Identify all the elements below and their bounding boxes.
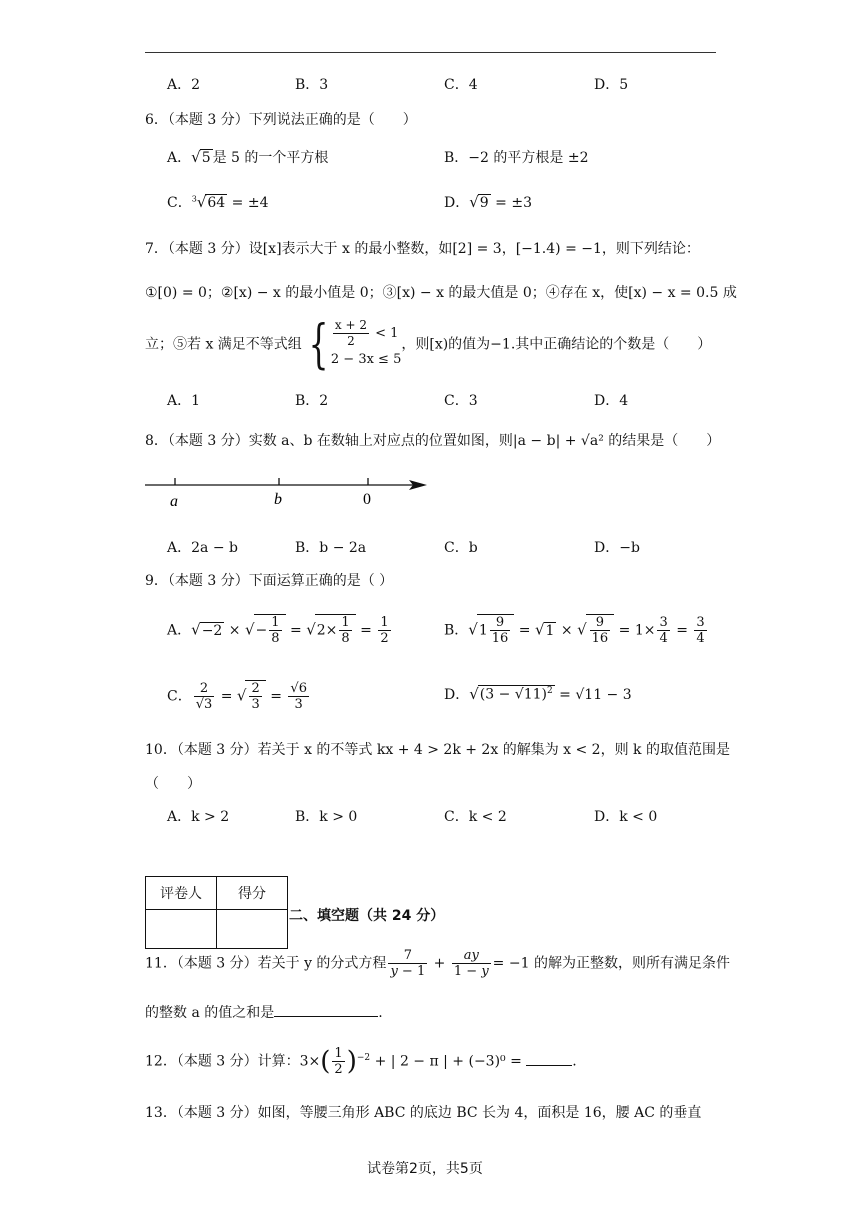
q6-a-label: A． [167, 150, 192, 166]
q6-option-b [444, 147, 588, 167]
q7-option-b: B．2 [295, 393, 329, 409]
q9-stem: 9．（本题 3 分）下面运算正确的是（ ） [145, 573, 394, 589]
q9-a-label: A． [167, 622, 192, 639]
q11-post: = −1 的解为正整数，则所有满足条件 [492, 955, 730, 972]
q12-answer-blank[interactable] [526, 1051, 572, 1066]
q12-pre: 12．（本题 3 分）计算：3× [145, 1053, 321, 1070]
q6-stem: 6．（本题 3 分）下列说法正确的是（ ） [145, 112, 417, 128]
q9-option-a: A．√−2 × √− $\frac{1}{8}$ = √2× $\frac{1}{8}$ = $\frac{1}{2}$ [167, 615, 389, 646]
q9-option-d: D．$√(3 - √11)^2 = √11 - 3$ [444, 685, 632, 703]
q10-option-b: B．k > 0 [295, 809, 358, 825]
q6-c-text: = ±4 [231, 195, 269, 211]
q7-line3-pre: 立；⑤若 x 满足不等式组 [145, 336, 302, 353]
q6-c-label: C． [167, 195, 192, 211]
q12-line: 12．（本题 3 分）计算：3×( $\frac{1}{2}$ )$^{-2}$ + | 2 − π | + (−3)⁰ = . [145, 1046, 577, 1077]
q6-d-text: = ±3 [495, 195, 532, 211]
label-0: 0 [363, 491, 371, 508]
q6-option-c: C．$^3$√64 = ±4 [167, 193, 269, 211]
q7-option-a: A．1 [167, 393, 201, 409]
section-2-title: 二、填空题（共 24 分） [289, 908, 445, 924]
q9-option-c: C． $\frac{2}{√3}$ = √ $\frac{2}{3}$ = $\frac{√6}{3}$ [167, 681, 307, 712]
q8-number-line [145, 468, 435, 513]
grader-cell[interactable] [146, 910, 217, 949]
q8-option-d: D．−b [594, 540, 640, 556]
q7-inequality-system: $\frac{x + 2}{2}$ < 1 2 − 3x ≤ 5 [331, 318, 401, 371]
q11-line2 [145, 1002, 383, 1022]
q7-line1: 7．（本题 3 分）设[x]表示大于 x 的最小整数，如[2] = 3，[−1.4) = −1，则下列结论： [145, 241, 700, 257]
score-cell[interactable] [217, 910, 288, 949]
q11-line2-text: 的整数 a 的值之和是 [145, 1005, 275, 1021]
score-header: 得分 [217, 877, 288, 910]
q5-option-a: A．2 [167, 77, 201, 93]
q10-stem: 10．（本题 3 分）若关于 x 的不等式 kx + 4 > 2k + 2x 的解集为 x < 2，则 k 的取值范围是 [145, 742, 730, 758]
q7-sys1-tail: < 1 [375, 326, 399, 341]
q8-option-c: C．b [444, 540, 478, 556]
q6-a-text: 是 5 的一个平方根 [212, 150, 329, 166]
q7-option-d: D．4 [594, 393, 629, 409]
q7-option-c: C．3 [444, 393, 478, 409]
grader-header: 评卷人 [146, 877, 217, 910]
q13-stem: 13．（本题 3 分）如图，等腰三角形 ABC 的底边 BC 长为 4，面积是 16，腰 AC 的垂直 [145, 1105, 702, 1121]
q5-option-d: D．5 [594, 77, 629, 93]
q12-post: + | 2 − π | + (−3)⁰ = [374, 1053, 522, 1070]
q9-option-b: B．√1 $\frac{9}{16}$ = √1 × √ $\frac{9}{16}$ = 1× $\frac{3}{4}$ = $\frac{3}{4}$ [444, 615, 705, 646]
q5-option-c: C．4 [444, 77, 478, 93]
q7-system-brace: { [308, 314, 329, 375]
q6-b-label: B． [444, 150, 469, 166]
q6-d-label: D． [444, 195, 470, 211]
header-rule [145, 52, 716, 53]
q7-line2: ①[0) = 0；②[x) − x 的最小值是 0；③[x) − x 的最大值是 0；④存在 x，使[x) − x = 0.5 成 [145, 285, 737, 301]
q9-d-label: D． [444, 687, 470, 703]
q7-line3 [145, 314, 712, 375]
q11-line1: 11．（本题 3 分）若关于 y 的分式方程 $\frac{7}{y - 1}$ + $\frac{ay}{1 - y}$ = −1 的解为正整数，则所有满足条件 [145, 948, 730, 979]
q9-c-label: C． [167, 688, 192, 705]
grading-table [145, 876, 288, 949]
page-footer: 试卷第2页，共5页 [367, 1161, 483, 1177]
q9-b-label: B． [444, 622, 469, 639]
q5-option-b: B．3 [295, 77, 329, 93]
q10-option-c: C．k < 2 [444, 809, 507, 825]
q8-option-a: A．2a − b [167, 540, 238, 556]
q8-stem: 8．（本题 3 分）实数 a、b 在数轴上对应点的位置如图，则|a − b| + √a² 的结果是（ ） [145, 433, 721, 449]
q11-end: . [378, 1005, 383, 1021]
q7-line3-post: ，则[x)的值为−1.其中正确结论的个数是（ ） [401, 336, 712, 353]
q10-stem-cont: （ ） [145, 776, 201, 792]
q10-option-a: A．k > 2 [167, 809, 230, 825]
q8-option-b: B．b − 2a [295, 540, 367, 556]
q6-option-a: A．√5 是 5 的一个平方根 [167, 148, 329, 166]
q7-sys2: 2 − 3x ≤ 5 [330, 352, 402, 367]
q11-pre: 11．（本题 3 分）若关于 y 的分式方程 [145, 955, 387, 972]
q6-option-d: D．√9 = ±3 [444, 193, 532, 211]
q11-answer-blank[interactable] [274, 1002, 378, 1017]
q10-option-d: D．k < 0 [594, 809, 658, 825]
label-b: b [274, 491, 282, 508]
q12-end: . [572, 1053, 577, 1070]
q6-b-text: −2 的平方根是 ±2 [468, 150, 589, 166]
label-a: a [170, 493, 178, 510]
